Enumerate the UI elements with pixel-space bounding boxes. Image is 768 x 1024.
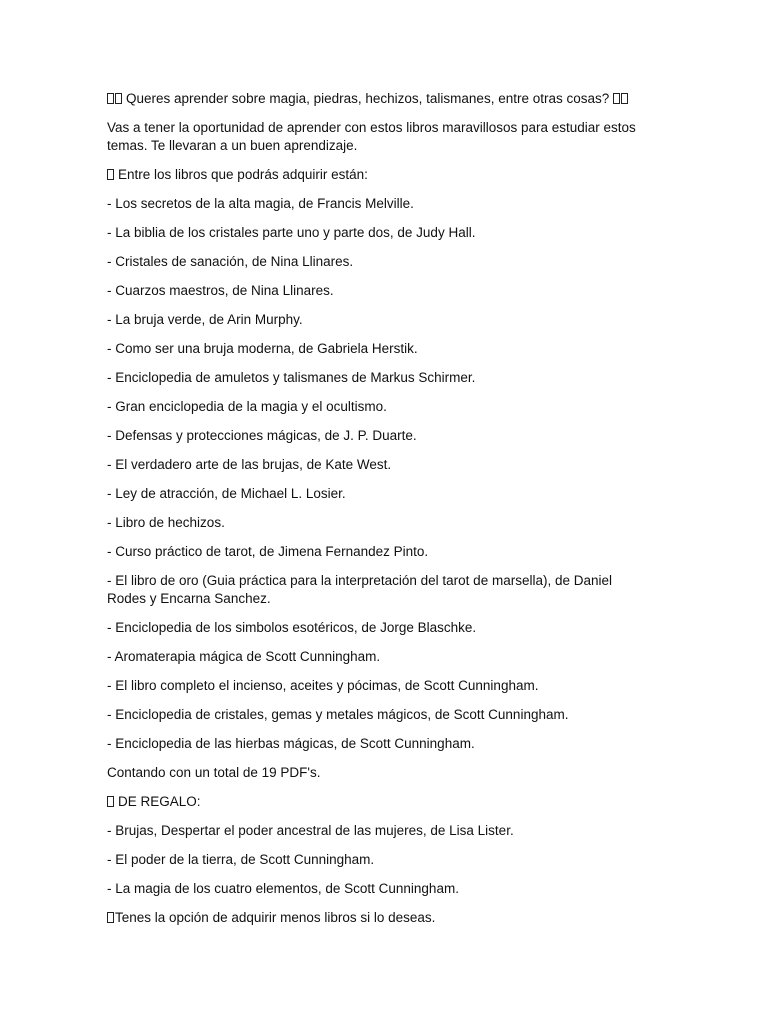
intro-question [107,90,647,108]
book-item: - Enciclopedia de las hierbas mágicas, de Scott Cunningham. [107,736,475,751]
missing-glyph-icon [107,912,114,923]
missing-glyph-icon [621,93,628,104]
missing-glyph-icon [107,169,114,180]
book-item: - Como ser una bruja moderna, de Gabriela Herstik. [107,341,418,356]
book-item: - Ley de atracción, de Michael L. Losier. [107,486,346,501]
document-body [107,90,647,938]
missing-glyph-icon [115,93,122,104]
book-item: - Defensas y protecciones mágicas, de J. P. Duarte. [107,428,417,443]
list-heading-text: Entre los libros que podrás adquirir están: [118,167,368,182]
book-item: - El libro de oro (Guia práctica para la interpretación del tarot de marsella), de Daniel Rodes y Encarna Sanchez. [107,573,612,606]
book-item: - Curso práctico de tarot, de Jimena Fernandez Pinto. [107,544,429,559]
gift-heading-text: DE REGALO: [118,794,201,809]
book-item: - Cristales de sanación, de Nina Llinares. [107,254,354,269]
gift-item: - El poder de la tierra, de Scott Cunningham. [107,852,375,867]
missing-glyph-icon [107,796,114,807]
book-item: - Libro de hechizos. [107,515,225,530]
missing-glyph-icon [613,93,620,104]
gift-heading [107,793,647,811]
total-count: Contando con un total de 19 PDF's. [107,765,321,780]
book-item: - Los secretos de la alta magia, de Francis Melville. [107,196,414,211]
list-heading [107,166,647,184]
gift-list [107,822,647,898]
book-item: - El libro completo el incienso, aceites y pócimas, de Scott Cunningham. [107,678,539,693]
book-item: - Aromaterapia mágica de Scott Cunningham. [107,649,381,664]
intro-question-text: Queres aprender sobre magia, piedras, hechizos, talismanes, entre otras cosas? [126,91,610,106]
book-item: - La biblia de los cristales parte uno y parte dos, de Judy Hall. [107,225,476,240]
footer-note [107,909,647,927]
gift-item: - La magia de los cuatro elementos, de Scott Cunningham. [107,881,459,896]
book-item: - Enciclopedia de amuletos y talismanes de Markus Schirmer. [107,370,476,385]
book-item: - Cuarzos maestros, de Nina Llinares. [107,283,334,298]
footer-note-text: Tenes la opción de adquirir menos libros si lo deseas. [115,910,436,925]
intro-description: Vas a tener la oportunidad de aprender con estos libros maravillosos para estudiar estos temas. Te llevaran a un buen aprendizaje. [107,120,636,153]
book-item: - Enciclopedia de cristales, gemas y metales mágicos, de Scott Cunningham. [107,707,569,722]
book-list [107,195,647,753]
gift-item: - Brujas, Despertar el poder ancestral de las mujeres, de Lisa Lister. [107,823,514,838]
book-item: - Gran enciclopedia de la magia y el ocultismo. [107,399,387,414]
missing-glyph-icon [107,93,114,104]
book-item: - Enciclopedia de los simbolos esotéricos, de Jorge Blaschke. [107,620,477,635]
book-item: - El verdadero arte de las brujas, de Kate West. [107,457,392,472]
book-item: - La bruja verde, de Arin Murphy. [107,312,303,327]
